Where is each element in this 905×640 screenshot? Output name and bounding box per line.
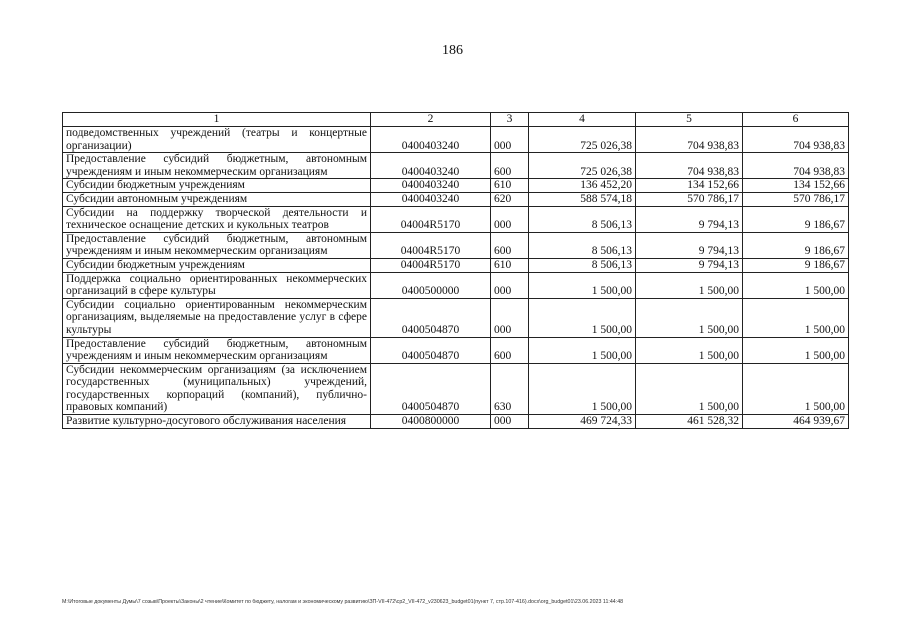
row-name: Предоставление субсидий бюджетным, автономным учреждениям и иным некоммерческим организациям xyxy=(63,337,371,363)
table-row xyxy=(63,363,849,414)
row-subcode: 610 xyxy=(491,179,529,193)
row-value-6: 1 500,00 xyxy=(743,272,849,298)
table-row xyxy=(63,232,849,258)
row-subcode: 600 xyxy=(491,153,529,179)
row-value-4: 136 452,20 xyxy=(529,179,636,193)
row-code: 0400403240 xyxy=(371,192,491,206)
row-value-5: 570 786,17 xyxy=(636,192,743,206)
row-name: подведомственных учреждений (театры и концертные организации) xyxy=(63,127,371,153)
table-row xyxy=(63,192,849,206)
table-row xyxy=(63,127,849,153)
row-value-4: 1 500,00 xyxy=(529,272,636,298)
row-value-6: 704 938,83 xyxy=(743,153,849,179)
row-subcode: 000 xyxy=(491,127,529,153)
table-header-row xyxy=(63,113,849,127)
row-value-4: 1 500,00 xyxy=(529,298,636,337)
row-subcode: 620 xyxy=(491,192,529,206)
row-value-4: 1 500,00 xyxy=(529,363,636,414)
row-name: Поддержка социально ориентированных некоммерческих организаций в сфере культуры xyxy=(63,272,371,298)
row-value-5: 704 938,83 xyxy=(636,127,743,153)
page-number: 186 xyxy=(442,43,463,58)
row-value-6: 9 186,67 xyxy=(743,232,849,258)
header-cell: 3 xyxy=(491,113,529,127)
row-value-5: 9 794,13 xyxy=(636,232,743,258)
row-value-6: 134 152,66 xyxy=(743,179,849,193)
row-name: Предоставление субсидий бюджетным, автономным учреждениям и иным некоммерческим организациям xyxy=(63,232,371,258)
row-value-6: 704 938,83 xyxy=(743,127,849,153)
row-value-6: 570 786,17 xyxy=(743,192,849,206)
row-value-4: 1 500,00 xyxy=(529,337,636,363)
row-subcode: 000 xyxy=(491,298,529,337)
row-name: Субсидии бюджетным учреждениям xyxy=(63,258,371,272)
row-subcode: 000 xyxy=(491,415,529,429)
row-subcode: 600 xyxy=(491,337,529,363)
row-value-5: 134 152,66 xyxy=(636,179,743,193)
row-name: Субсидии на поддержку творческой деятельности и техническое оснащение детских и кукольных театров xyxy=(63,206,371,232)
row-code: 0400403240 xyxy=(371,179,491,193)
row-value-6: 464 939,67 xyxy=(743,415,849,429)
row-value-4: 8 506,13 xyxy=(529,206,636,232)
table-row xyxy=(63,206,849,232)
row-name: Развитие культурно-досугового обслуживания населения xyxy=(63,415,371,429)
row-code: 0400403240 xyxy=(371,127,491,153)
row-code: 0400403240 xyxy=(371,153,491,179)
row-value-6: 1 500,00 xyxy=(743,337,849,363)
header-cell: 1 xyxy=(63,113,371,127)
row-code: 0400500000 xyxy=(371,272,491,298)
row-name: Субсидии бюджетным учреждениям xyxy=(63,179,371,193)
row-value-6: 1 500,00 xyxy=(743,363,849,414)
table-row xyxy=(63,298,849,337)
row-value-6: 9 186,67 xyxy=(743,206,849,232)
row-value-5: 461 528,32 xyxy=(636,415,743,429)
row-value-4: 725 026,38 xyxy=(529,153,636,179)
row-value-5: 9 794,13 xyxy=(636,206,743,232)
row-value-4: 8 506,13 xyxy=(529,258,636,272)
table-row xyxy=(63,337,849,363)
header-cell: 6 xyxy=(743,113,849,127)
header-cell: 2 xyxy=(371,113,491,127)
row-value-5: 704 938,83 xyxy=(636,153,743,179)
row-value-5: 1 500,00 xyxy=(636,298,743,337)
row-name: Субсидии некоммерческим организациям (за исключением государственных (муниципальных) учреждений, государственных корпораций (компаний), публично-правовых компаний) xyxy=(63,363,371,414)
row-value-5: 1 500,00 xyxy=(636,272,743,298)
row-subcode: 610 xyxy=(491,258,529,272)
header-cell: 4 xyxy=(529,113,636,127)
row-code: 0400504870 xyxy=(371,298,491,337)
row-name: Предоставление субсидий бюджетным, автономным учреждениям и иным некоммерческим организациям xyxy=(63,153,371,179)
budget-table xyxy=(62,112,849,429)
header-cell: 5 xyxy=(636,113,743,127)
table-row xyxy=(63,272,849,298)
row-value-5: 1 500,00 xyxy=(636,363,743,414)
row-value-6: 9 186,67 xyxy=(743,258,849,272)
row-name: Субсидии социально ориентированным некоммерческим организациям, выделяемые на предоставление услуг в сфере культуры xyxy=(63,298,371,337)
row-code: 04004R5170 xyxy=(371,232,491,258)
row-code: 04004R5170 xyxy=(371,206,491,232)
row-value-5: 9 794,13 xyxy=(636,258,743,272)
table-row xyxy=(63,153,849,179)
file-path-footer: M:\Итоговые документы Думы\7 созыв\Проекты\Законы\2 чтение\Комитет по бюджету, налогам и экономическому развитию\ЗП-VII-472\ср2_VII-472_v230623_budget01(пункт 7, стр.107-416).docx\org_budget01\23.06.2023 11:44:48 xyxy=(62,599,624,605)
row-code: 0400504870 xyxy=(371,363,491,414)
row-value-4: 725 026,38 xyxy=(529,127,636,153)
row-subcode: 000 xyxy=(491,206,529,232)
row-code: 04004R5170 xyxy=(371,258,491,272)
row-subcode: 630 xyxy=(491,363,529,414)
row-name: Субсидии автономным учреждениям xyxy=(63,192,371,206)
row-value-5: 1 500,00 xyxy=(636,337,743,363)
row-code: 0400504870 xyxy=(371,337,491,363)
table-row xyxy=(63,179,849,193)
row-subcode: 600 xyxy=(491,232,529,258)
row-subcode: 000 xyxy=(491,272,529,298)
table-row xyxy=(63,258,849,272)
row-value-4: 469 724,33 xyxy=(529,415,636,429)
row-value-6: 1 500,00 xyxy=(743,298,849,337)
row-code: 0400800000 xyxy=(371,415,491,429)
table-row xyxy=(63,415,849,429)
row-value-4: 8 506,13 xyxy=(529,232,636,258)
row-value-4: 588 574,18 xyxy=(529,192,636,206)
